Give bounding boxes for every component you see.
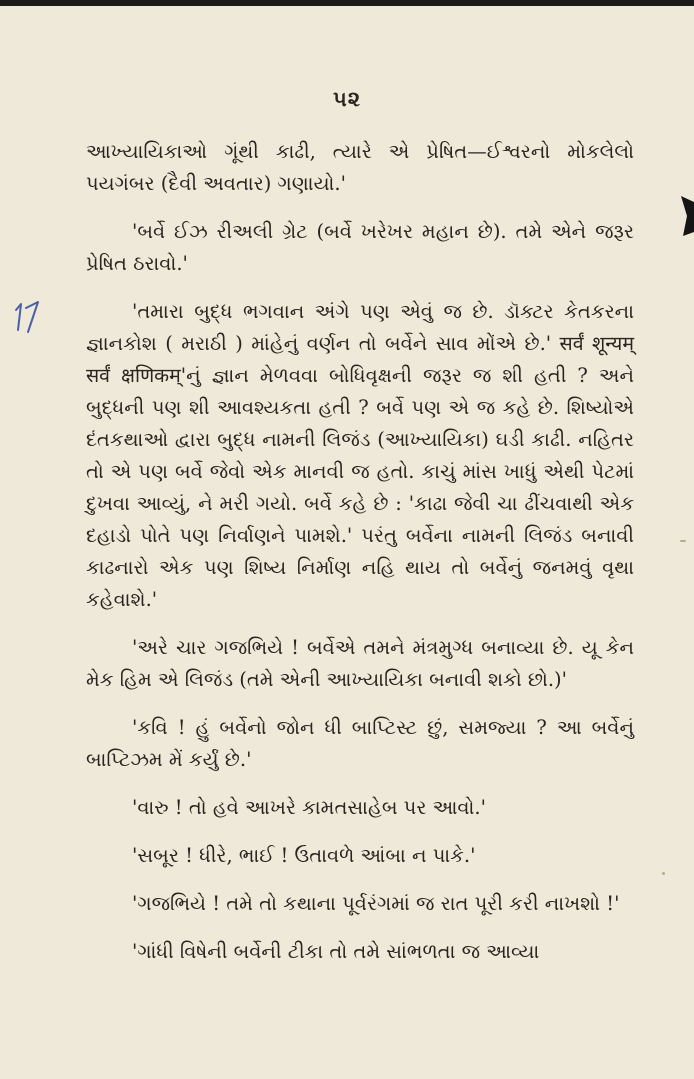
paragraph: 'કવિ ! હું બર્વેનો જોન ધી બાપ્ટિસ્ટ છું, સમજ્યા ? આ બર્વેનું બાપ્ટિઝમ મેં કર્યું છે.'	[86, 716, 634, 771]
paragraph: 'બર્વે ઈઝ રીઅલી ગ્રેટ (બર્વે ખરેખર મહાન છે). તમે એને જરૂર પ્રેષિત ઠરાવો.'	[86, 220, 634, 275]
page-edge-mark	[681, 192, 694, 238]
paragraph: 'અરે ચાર ગજભિયે ! બર્વેએ તમને મંત્રમુગ્ધ બનાવ્યા છે. યૂ કેન મેક હિમ એ લિજંડ (તમે એની આખ્યાયિકા બનાવી શકો છો.)'	[86, 636, 634, 691]
paragraph: 'તમારા બુદ્ધ ભગવાન અંગે પણ એવું જ છે. ડૉક્ટર કેતકરના જ્ઞાનકોશ ( મરાઠી ) માંહેનું વર્ણન તો બર્વેને સાવ મોંએ છે.' सर्वं शून्यम् सर्वं क्षणिकम्'નું જ્ઞાન મેળવવા બોધિવૃક્ષની જરૂર જ શી હતી ? અને બુદ્ધની પણ શી આવશ્યકતા હતી ? બર્વે પણ એ જ કહે છે. શિષ્યોએ દંતકથાઓ દ્વારા બુદ્ધ નામની લિજંડ (આખ્યાયિકા) ઘડી કાઢી. નહિતર તો એ પણ બર્વે જેવો એક માનવી જ હતો. કાચું માંસ ખાધું એથી પેટમાં દુખવા આવ્યું, ને મરી ગયો. બર્વે કહે છે : 'કાઢા જેવી ચા ઢીંચવાથી એક દહાડો પોતે પણ નિર્વાણને પામશે.' પરંતુ બર્વેના નામની લિજંડ બનાવી કાઢનારો એક પણ શિષ્ય નિર્માણ નહિ થાય તો બર્વેનું જનમવું વૃથા કહેવાશે.'	[86, 300, 634, 611]
paragraph: 'ગાંધી વિષેની બર્વેની ટીકા તો તમે સાંભળતા જ આવ્યા	[132, 940, 540, 963]
page-top-edge	[0, 0, 694, 6]
paper-speck	[680, 540, 686, 542]
body-text	[86, 136, 634, 984]
paragraph: 'વારુ ! તો હવે આખરે કામતસાહેબ પર આવો.'	[132, 796, 486, 819]
margin-pencil-mark	[12, 300, 42, 336]
page-number: ૫૨	[332, 86, 362, 111]
paragraph: 'સબૂર ! ધીરે, ભાઈ ! ઉતાવળે આંબા ન પાકે.'	[132, 844, 476, 867]
paragraph: 'ગજભિયે ! તમે તો કથાના પૂર્વરંગમાં જ રાત પૂરી કરી નાખશો !'	[132, 892, 620, 915]
paper-speck	[662, 872, 665, 875]
paragraph: આખ્યાયિકાઓ ગૂંથી કાઢી, ત્યારે એ પ્રેષિત—ઈશ્વરનો મોકલેલો પયગંબર (દૈવી અવતાર) ગણાયો.'	[86, 140, 634, 195]
